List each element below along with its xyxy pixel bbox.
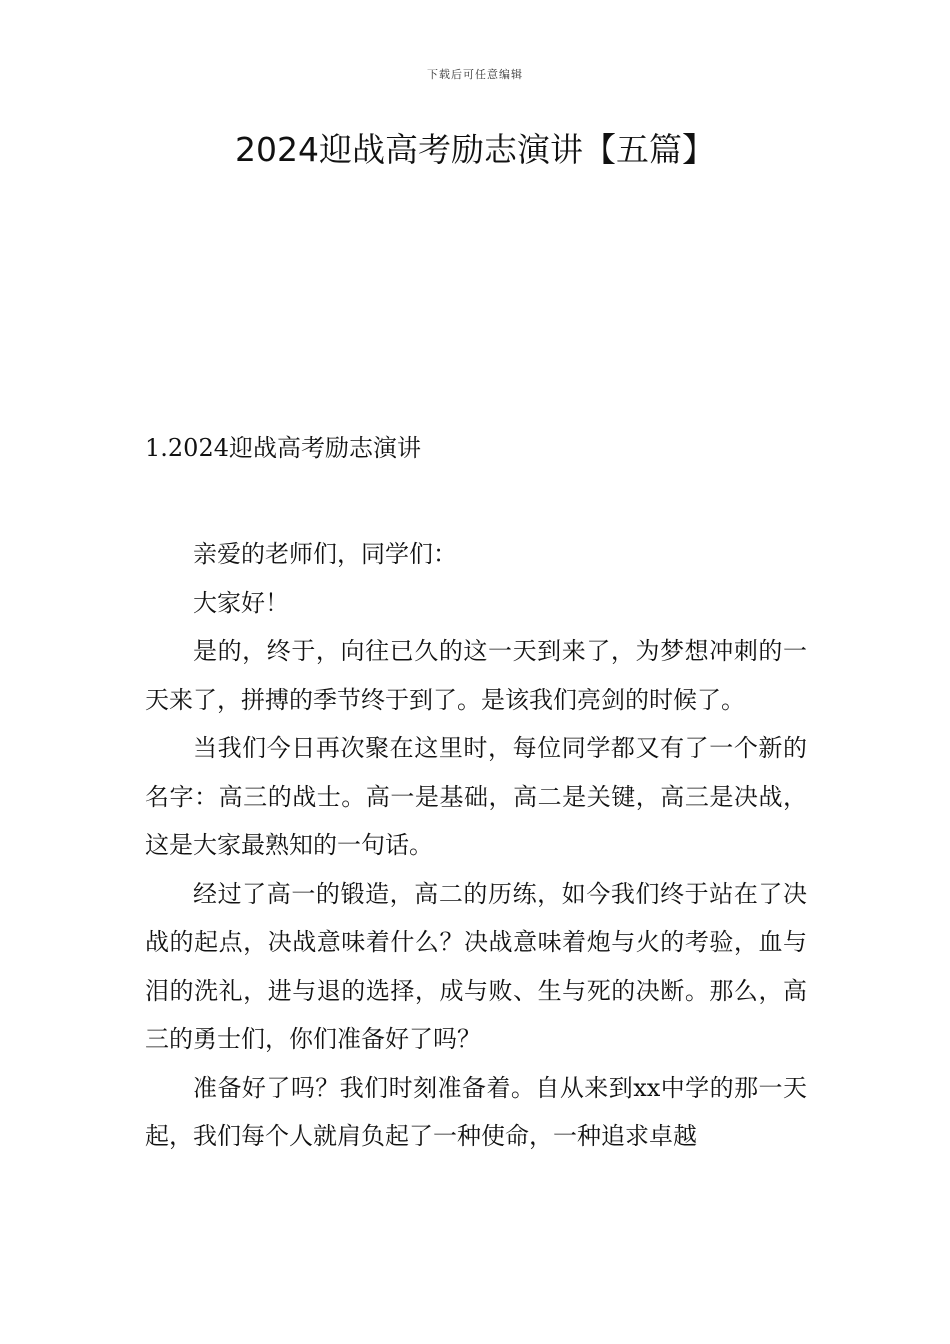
paragraph: 当我们今日再次聚在这里时，每位同学都又有了一个新的名字：高三的战士。高一是基础，高二是关键，高三是决战，这是大家最熟知的一句话。 — [145, 734, 807, 859]
paragraph-hello: 大家好！ — [193, 588, 289, 617]
paragraph-greeting: 亲爱的老师们，同学们： — [193, 540, 457, 568]
paragraph: 准备好了吗？我们时刻准备着。自从来到xx中学的那一天起，我们每个人就肩负起了一种使命，一种追求卓越 — [145, 1073, 807, 1150]
page-header-note: 下载后可任意编辑 — [427, 68, 523, 81]
speech-body — [145, 530, 807, 1161]
paragraph: 是的，终于，向往已久的这一天到来了，为梦想冲刺的一天来了，拼搏的季节终于到了。是该我们亮剑的时候了。 — [145, 637, 807, 714]
section-heading: 1.2024迎战高考励志演讲 — [145, 434, 421, 462]
paragraph: 经过了高一的锻造，高二的历练，如今我们终于站在了决战的起点，决战意味着什么？决战意味着炮与火的考验，血与泪的洗礼，进与退的选择，成与败、生与死的决断。那么，高三的勇士们，你们准备好了吗？ — [145, 879, 807, 1053]
document-title: 2024迎战高考励志演讲【五篇】 — [235, 130, 715, 169]
